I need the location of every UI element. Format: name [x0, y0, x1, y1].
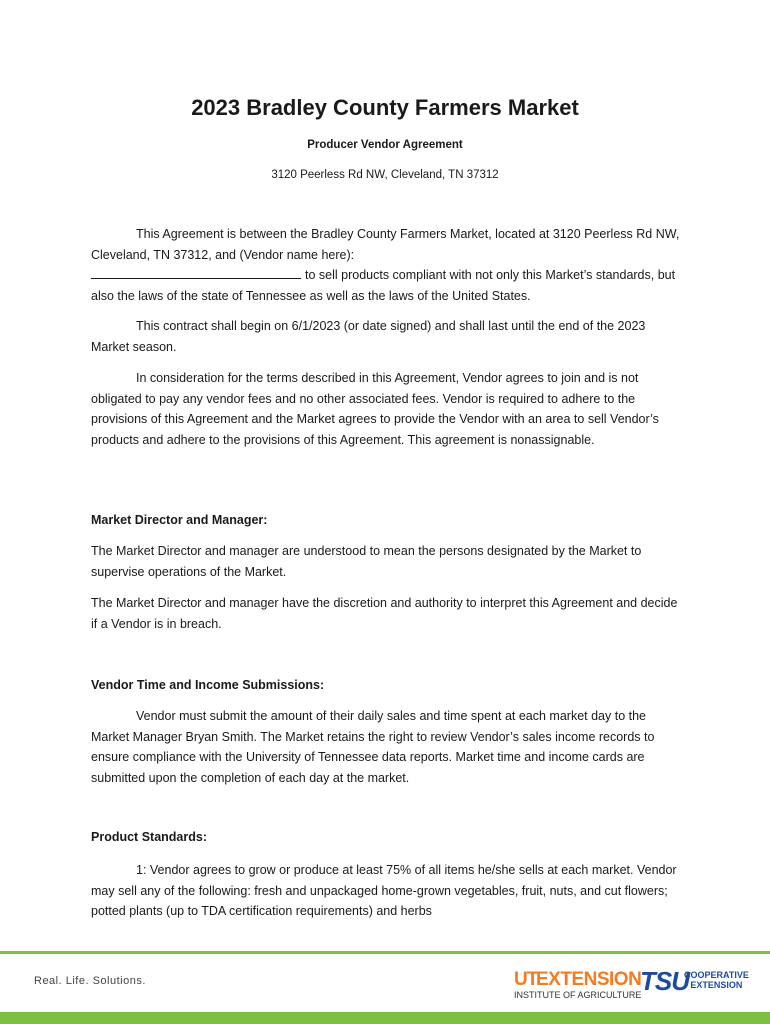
intro-text-part1: This Agreement is between the Bradley County Farmers Market, located at 3120 Peerless Rd NW, Cleveland, TN 37312, and (Vendor name here):	[91, 227, 680, 262]
market-address: 3120 Peerless Rd NW, Cleveland, TN 37312	[271, 169, 499, 181]
tsu-extension-logo	[640, 966, 750, 1004]
ut-extension-logo	[514, 968, 642, 1004]
vendor-time-paragraph: Vendor must submit the amount of their daily sales and time spent at each market day to the Market Manager Bryan Smith. The Market retains the right to review Vendor’s sales income records to ensure compliance with the University of Tennessee data reports. Market time and income cards are submitted upon the completion of each day at the market.	[91, 709, 655, 785]
document-title: 2023 Bradley County Farmers Market	[191, 95, 579, 120]
consideration-paragraph: In consideration for the terms described in this Agreement, Vendor agrees to join and is not obligated to pay any vendor fees and no other associated fees. Vendor is required to adhere to the provisions of this Agreement and the Market agrees to provide the Vendor with an area to sell Vendor’s products and adhere to the provisions of this Agreement. This agreement is nonassignable.	[91, 371, 659, 447]
market-director-paragraph-1: The Market Director and manager are understood to mean the persons designated by the Market to supervise operations of the Market.	[91, 544, 642, 579]
document-subtitle: Producer Vendor Agreement	[307, 139, 463, 151]
agreement-intro-paragraph	[91, 224, 681, 306]
product-standards-heading: Product Standards:	[91, 830, 207, 844]
vendor-time-heading: Vendor Time and Income Submissions:	[91, 678, 325, 692]
ut-logo-mark: UT	[514, 969, 538, 990]
tsu-logo-line2: EXTENSION	[690, 980, 743, 990]
footer-tagline: Real. Life. Solutions.	[34, 975, 146, 987]
ut-logo-institute-text: INSTITUTE OF AGRICULTURE	[514, 990, 642, 1000]
tsu-logo-text	[684, 970, 749, 990]
vendor-name-blank[interactable]	[91, 265, 301, 279]
tsu-logo-mark: TSU	[640, 966, 689, 996]
footer-color-bar	[0, 1012, 770, 1024]
market-director-paragraph-2: The Market Director and manager have the discretion and authority to interpret this Agreement and decide if a Vendor is in breach.	[91, 596, 678, 631]
product-standards-paragraph-1: 1: Vendor agrees to grow or produce at least 75% of all items he/she sells at each market. Vendor may sell any of the following: fresh and unpackaged home-grown vegetables, fruit, nuts, and cut flowers; potted plants (up to TDA certification requirements) and herbs	[91, 863, 677, 918]
intro-text-part2: to sell products compliant with not only this Market’s standards, but also the laws of the state of Tennessee as well as the laws of the United States.	[91, 268, 676, 303]
market-director-heading: Market Director and Manager:	[91, 513, 268, 527]
footer-divider	[0, 951, 770, 954]
ut-logo-extension-text: EXTENSION	[536, 969, 642, 990]
contract-term-paragraph: This contract shall begin on 6/1/2023 (or date signed) and shall last until the end of the 2023 Market season.	[91, 319, 646, 354]
tsu-logo-line1: COOPERATIVE	[684, 970, 749, 980]
